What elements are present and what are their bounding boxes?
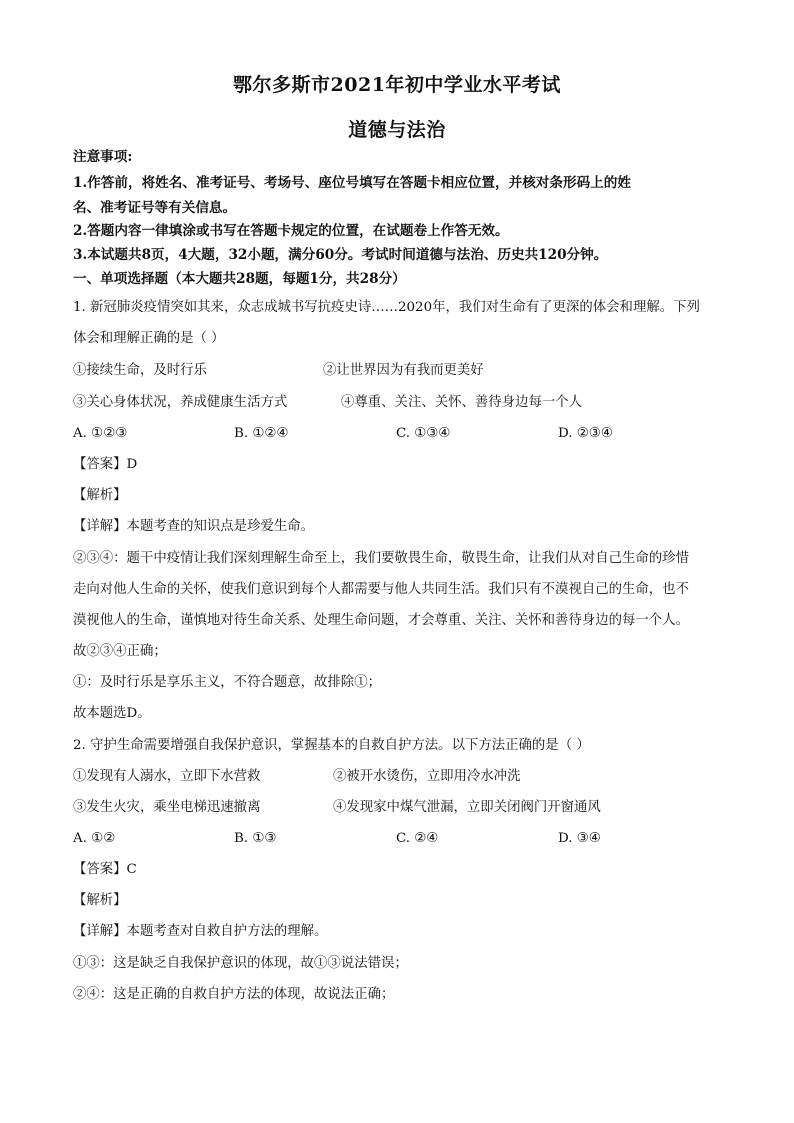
q2-option-b: B. ①③: [234, 831, 277, 846]
q1-stem-b: 体会和理解正确的是（ ）: [73, 331, 225, 346]
exam-title: 鄂尔多斯市2021年初中学业水平考试: [233, 74, 561, 96]
q2-option-a: A. ①②: [73, 831, 116, 846]
q2-stem: 2. 守护生命需要增强自我保护意识，掌握基本的自救自护方法。以下方法正确的是（ ）: [73, 738, 590, 753]
q1-explanation-1: ②③④：题干中疫情让我们深刻理解生命至上，我们要敬畏生命，敬畏生命，让我们从对自己生命的珍惜: [73, 551, 689, 566]
q1-statement-4: ④尊重、关注、关怀、善待身边每一个人: [341, 395, 583, 410]
q1-explanation-6: 故本题选D。: [73, 706, 151, 721]
q1-stem-a: 1. 新冠肺炎疫情突如其来，众志成城书写抗疫史诗……2020年，我们对生命有了更深的体会和理解。下列: [73, 300, 700, 315]
notes-item-1a: 1.作答前，将姓名、准考证号、考场号、座位号填写在答题卡相应位置，并核对条形码上的姓: [73, 175, 631, 191]
q2-analysis: 【解析】: [73, 893, 127, 908]
q1-option-d: D. ②③④: [558, 426, 613, 441]
q2-explanation-1: ①③：这是缺乏自我保护意识的体现，故①③说法错误；: [73, 956, 408, 971]
q1-explanation-3: 漠视他人的生命，谨慎地对待生命关系、处理生命问题，才会尊重、关注、关怀和善待身边的每一个人。: [73, 613, 689, 628]
q2-statement-3: ③发生火灾，乘坐电梯迅速撤离: [73, 800, 261, 815]
q1-option-b: B. ①②④: [234, 426, 289, 441]
q2-option-d: D. ③④: [558, 831, 601, 846]
q1-explanation-5: ①：及时行乐是享乐主义，不符合题意，故排除①；: [73, 675, 381, 690]
notes-item-3: 3.本试题共8页，4大题，32小题，满分60分。考试时间道德与法治、历史共120分钟。: [73, 247, 608, 263]
q2-statement-4: ④发现家中煤气泄漏，立即关闭阀门开窗通风: [333, 800, 601, 815]
q1-explanation-4: 故②③④正确；: [73, 644, 167, 659]
q2-answer: 【答案】C: [73, 862, 137, 877]
q2-option-c: C. ②④: [396, 831, 439, 846]
q1-statement-2: ②让世界因为有我而更美好: [323, 363, 484, 378]
section-heading: 一、单项选择题（本大题共28题，每题1分，共28分）: [73, 271, 406, 287]
q1-detail: 【详解】本题考查的知识点是珍爱生命。: [73, 519, 315, 534]
q2-statement-2: ②被开水烫伤，立即用冷水冲洗: [333, 769, 521, 784]
q1-option-c: C. ①③④: [396, 426, 451, 441]
q2-explanation-2: ②④：这是正确的自救自护方法的体现，故说法正确；: [73, 987, 395, 1002]
q2-statement-1: ①发现有人溺水，立即下水营救: [73, 769, 261, 784]
notes-item-2: 2.答题内容一律填涂或书写在答题卡规定的位置，在试题卷上作答无效。: [73, 223, 509, 239]
q1-statement-3: ③关心身体状况，养成健康生活方式: [73, 395, 288, 410]
q1-statement-1: ①接续生命，及时行乐: [73, 363, 207, 378]
q1-option-a: A. ①②③: [73, 426, 128, 441]
q2-detail: 【详解】本题考查对自救自护方法的理解。: [73, 924, 328, 939]
q1-analysis: 【解析】: [73, 488, 127, 503]
q1-answer: 【答案】D: [73, 457, 138, 472]
notes-heading: 注意事项:: [73, 149, 133, 165]
notes-item-1b: 名、准考证号等有关信息。: [73, 200, 237, 216]
q1-explanation-2: 走向对他人生命的关怀，使我们意识到每个人都需要与他人共同生活。我们只有不漠视自己的生命，也不: [73, 582, 689, 597]
subject-title: 道德与法治: [348, 119, 446, 141]
